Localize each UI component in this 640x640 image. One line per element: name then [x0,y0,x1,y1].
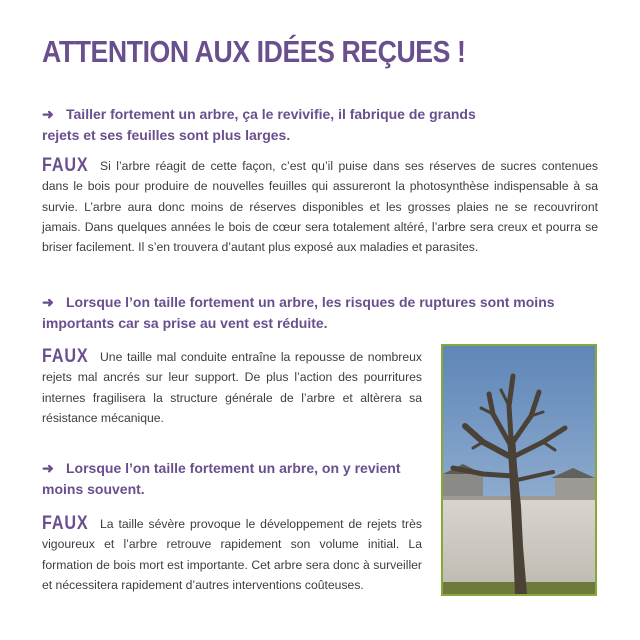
verdict-label-1: FAUX [42,155,89,176]
question-3 [42,458,422,500]
question-1 [42,104,512,146]
answer-1-text: Si l’arbre réagit de cette façon, c’est qu’il puise dans ses réserves de sucres contenues dans le bois pour produire de nouvelles feuilles qui assureront la photosynthèse indispensable à sa survie. L’arbre aura donc moins de réserves disponibles et les grosses plaies ne se recouvriront jamais. Dans quelques années le bois de cœur sera totalement altéré, l’arbre sera creux et pourra se briser facilement. Il s’en trouvera d’autant plus exposé aux maladies et parasites. [42,159,598,255]
arrow-right-icon: ➜ [42,294,54,310]
question-2-text: Lorsque l’on taille fortement un arbre, les risques de ruptures sont moins importants car sa prise au vent est réduite. [42,294,555,331]
answer-1 [42,156,598,257]
verdict-label-3: FAUX [42,513,89,534]
question-1-text: Tailler fortement un arbre, ça le revivifie, il fabrique de grands rejets et ses feuilles sont plus larges. [42,106,476,143]
answer-3-text: La taille sévère provoque le développement de rejets très vigoureux et l’arbre retrouve rapidement son volume initial. La formation de bois mort est importante. Cet arbre sera donc à surveiller et nécessitera rapidement d’autres interventions coûteuses. [42,517,422,592]
page-title: ATTENTION AUX IDÉES REÇUES ! [42,34,466,69]
question-3-text: Lorsque l’on taille fortement un arbre, on y revient moins souvent. [42,460,401,497]
answer-2 [42,347,422,428]
tree-illustration [443,346,595,594]
arrow-right-icon: ➜ [42,106,54,122]
question-2 [42,292,598,334]
verdict-label-2: FAUX [42,346,89,367]
answer-3 [42,514,422,595]
answer-2-text: Une taille mal conduite entraîne la repousse de nombreux rejets mal ancrés sur leur support. De plus l’action des pourritures internes fragilisera la structure générale de l’arbre et altèrera sa résistance mécanique. [42,350,422,425]
arrow-right-icon: ➜ [42,460,54,476]
pruned-tree-photo [441,344,597,596]
